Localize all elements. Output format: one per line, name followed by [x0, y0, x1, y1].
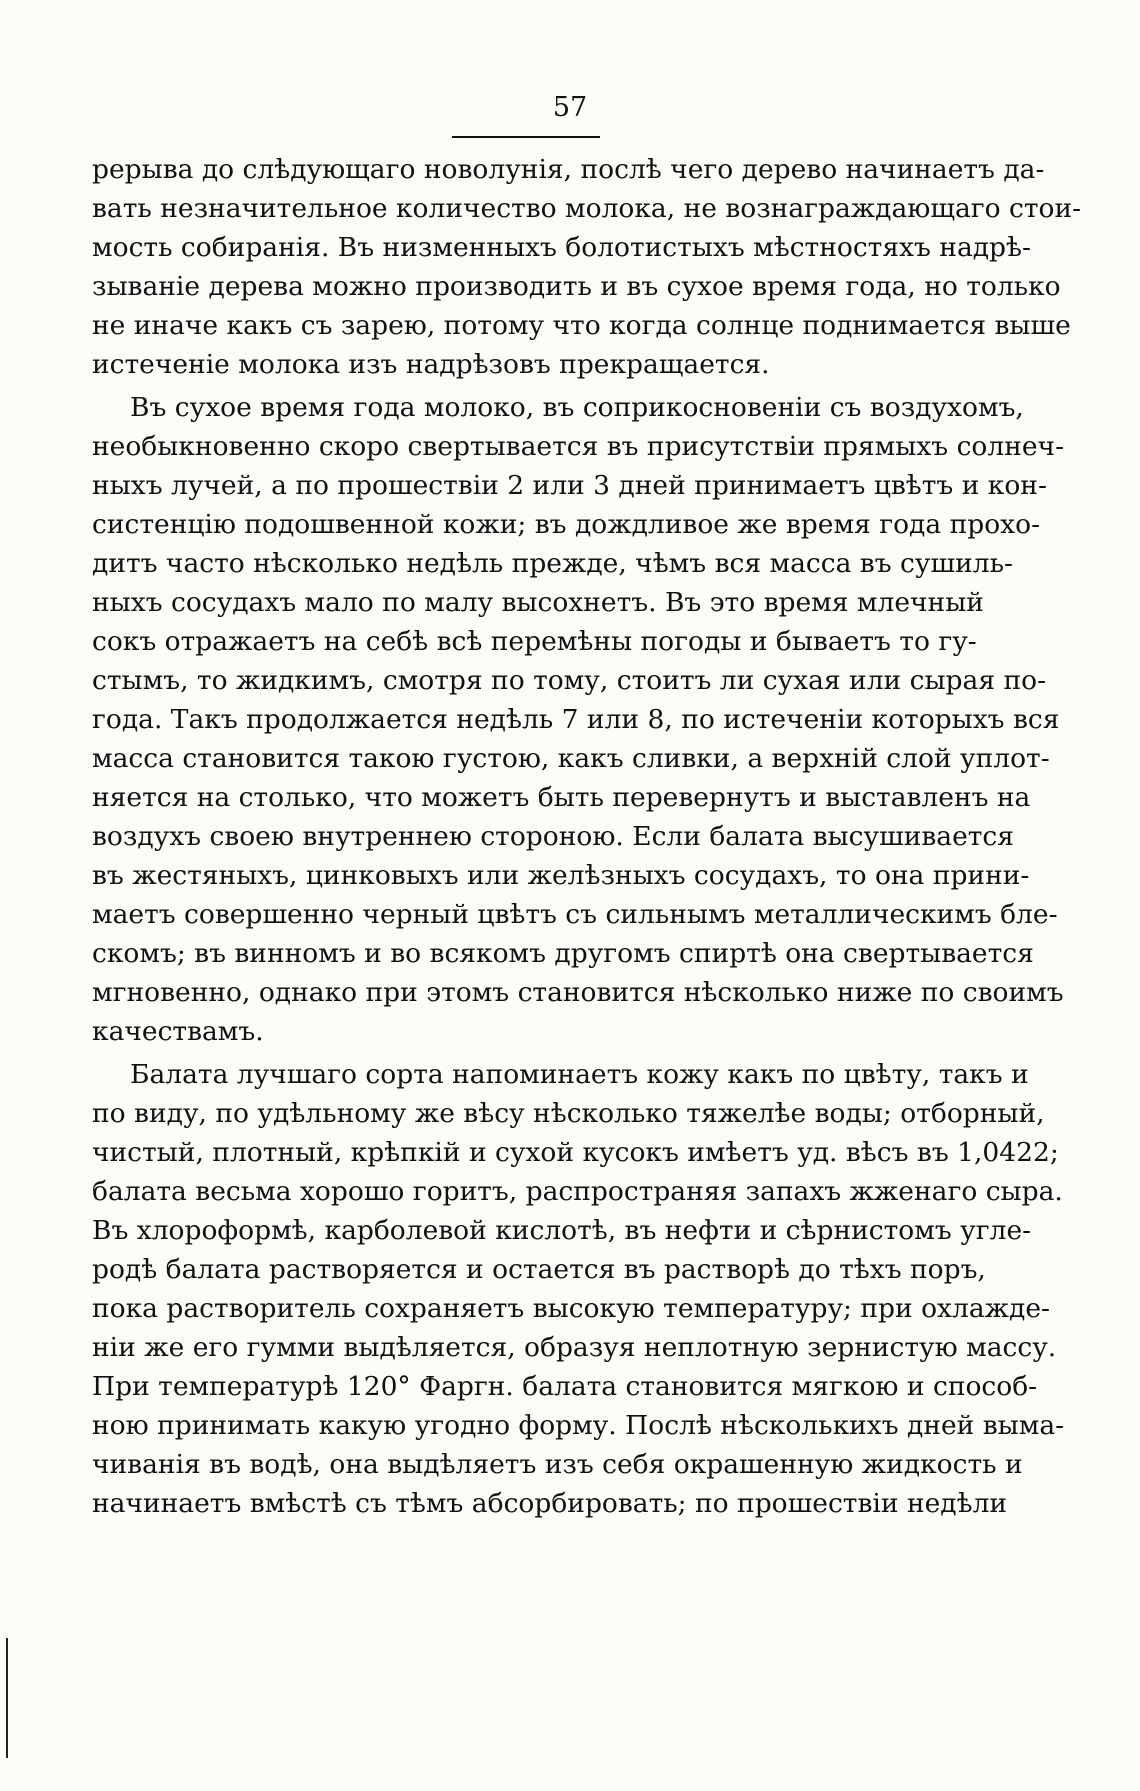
text-line: Балата лучшаго сорта напоминаетъ кожу какъ по цвѣту, такъ и: [130, 1059, 1029, 1090]
text-line: родѣ балата растворяется и остается въ растворѣ до тѣхъ поръ,: [92, 1254, 986, 1285]
text-line: маетъ совершенно черный цвѣтъ съ сильнымъ металлическимъ бле-: [92, 899, 1058, 930]
text-line: года. Такъ продолжается недѣль 7 или 8, по истеченіи которыхъ вся: [92, 704, 1060, 735]
text-line: рерыва до слѣдующаго новолунія, послѣ чего дерево начинаетъ да-: [92, 154, 1045, 185]
text-line: ныхъ лучей, а по прошествіи 2 или 3 дней принимаетъ цвѣтъ и кон-: [92, 470, 1047, 501]
text-line: ною принимать какую угодно форму. Послѣ нѣсколькихъ дней выма-: [92, 1410, 1065, 1441]
text-line: ныхъ сосудахъ мало по малу высохнетъ. Въ это время млечный: [92, 587, 984, 618]
text-line: чистый, плотный, крѣпкій и сухой кусокъ имѣетъ уд. вѣсъ въ 1,0422;: [92, 1137, 1059, 1168]
text-line: необыкновенно скоро свертывается въ присутствіи прямыхъ солнеч-: [92, 431, 1065, 462]
text-line: начинаетъ вмѣстѣ съ тѣмъ абсорбировать; по прошествіи недѣли: [92, 1488, 1008, 1519]
text-line: Въ хлороформѣ, карболевой кислотѣ, въ нефти и сѣрнистомъ угле-: [92, 1215, 1032, 1246]
header-rule: [452, 136, 600, 138]
text-line: не иначе какъ съ зарею, потому что когда солнце поднимается выше: [92, 310, 1071, 341]
text-line: воздухъ своею внутреннею стороною. Если балата высушивается: [92, 821, 1014, 852]
text-line: чиванія въ водѣ, она выдѣляетъ изъ себя окрашенную жидкость и: [92, 1449, 1023, 1480]
text-line: вать незначительное количество молока, не вознаграждающаго стои-: [92, 193, 1082, 224]
text-line: няется на столько, что можетъ быть перевернутъ и выставленъ на: [92, 782, 1031, 813]
text-line: пока растворитель сохраняетъ высокую температуру; при охлажде-: [92, 1293, 1050, 1324]
text-line: При температурѣ 120° Фаргн. балата становится мягкою и способ-: [92, 1371, 1038, 1402]
text-line: систенцію подошвенной кожи; въ дождливое же время года прохо-: [92, 509, 1041, 540]
page-number: 57: [552, 92, 588, 123]
text-line: масса становится такою густою, какъ сливки, а верхній слой уплот-: [92, 743, 1050, 774]
text-line: зываніе дерева можно производить и въ сухое время года, но только: [92, 271, 1061, 302]
text-line: по виду, по удѣльному же вѣсу нѣсколько тяжелѣе воды; отборный,: [92, 1098, 1045, 1129]
text-line: балата весьма хорошо горитъ, распространяя запахъ жженаго сыра.: [92, 1176, 1063, 1207]
text-line: дитъ часто нѣсколько недѣль прежде, чѣмъ вся масса въ сушиль-: [92, 548, 1013, 579]
text-line: стымъ, то жидкимъ, смотря по тому, стоитъ ли сухая или сырая по-: [92, 665, 1047, 696]
text-line: мгновенно, однако при этомъ становится нѣсколько ниже по своимъ: [92, 977, 1064, 1008]
text-line: мость собиранія. Въ низменныхъ болотистыхъ мѣстностяхъ надрѣ-: [92, 232, 1031, 263]
text-line: въ жестяныхъ, цинковыхъ или желѣзныхъ сосудахъ, то она прини-: [92, 860, 1030, 891]
text-line: истеченіе молока изъ надрѣзовъ прекращается.: [92, 349, 770, 380]
text-line: скомъ; въ винномъ и во всякомъ другомъ спиртѣ она свертывается: [92, 938, 1034, 969]
text-line: ніи же его гумми выдѣляется, образуя неплотную зернистую массу.: [92, 1332, 1057, 1363]
text-line: качествамъ.: [92, 1016, 264, 1047]
margin-mark: [6, 1638, 8, 1758]
text-line: сокъ отражаетъ на себѣ всѣ перемѣны погоды и бываетъ то гу-: [92, 626, 977, 657]
text-line: Въ сухое время года молоко, въ соприкосновеніи съ воздухомъ,: [130, 392, 1024, 423]
